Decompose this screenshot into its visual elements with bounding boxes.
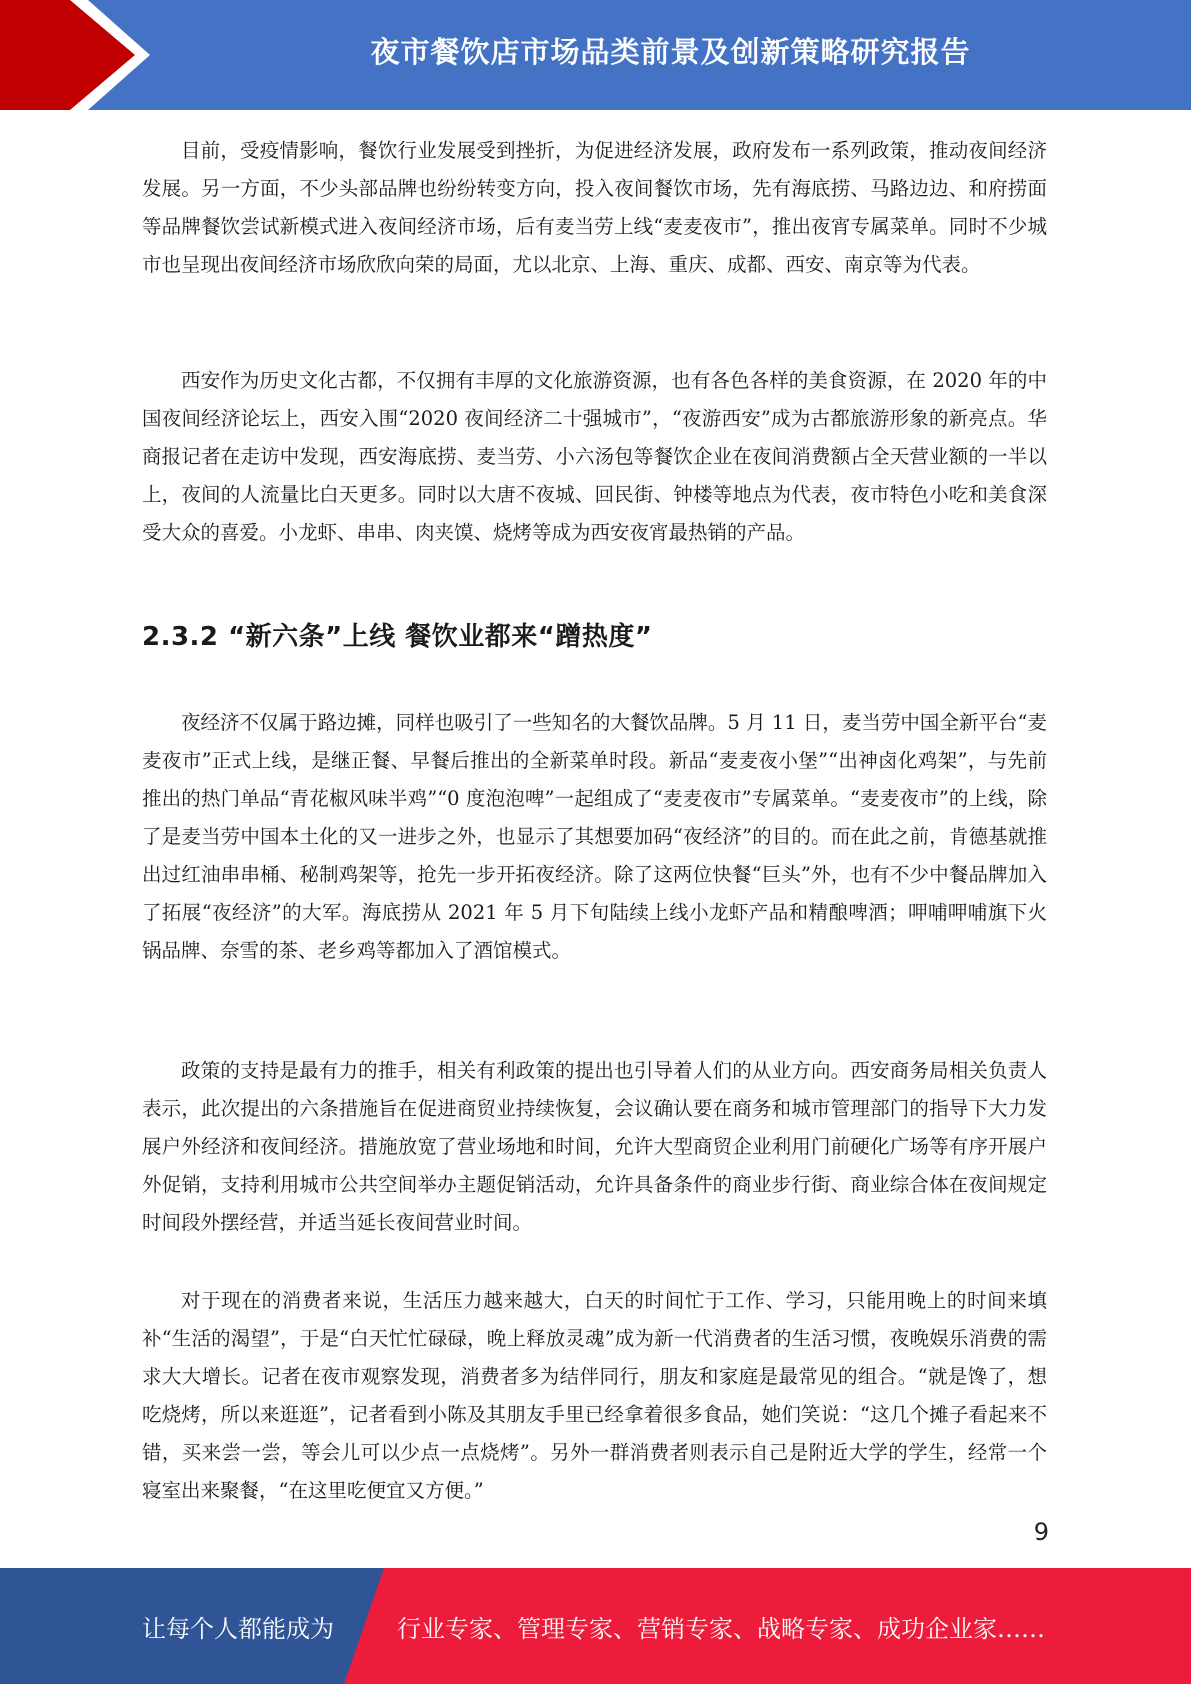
paragraph-3: 夜经济不仅属于路边摊，同样也吸引了一些知名的大餐饮品牌。5 月 11 日，麦当劳中国全新平台“麦麦夜市”正式上线，是继正餐、早餐后推出的全新菜单时段。新品“麦麦夜小堡”“出神卤化鸡架”，与先前推出的热门单品“青花椒风味半鸡”“0 度泡泡啤”一起组成了“麦麦夜市”专属菜单。“麦麦夜市”的上线，除了是麦当劳中国本土化的又一进步之外，也显示了其想要加码“夜经济”的目的。而在此之前，肯德基就推出过红油串串桶、秘制鸡架等，抢先一步开拓夜经济。除了这两位快餐“巨头”外，也有不少中餐品牌加入了拓展“夜经济”的大军。海底捞从 2021 年 5 月下旬陆续上线小龙虾产品和精酿啤酒；呷哺呷哺旗下火锅品牌、奈雪的茶、老乡鸡等都加入了酒馆模式。 (142, 711, 1047, 962)
page-number: 9 (1033, 1518, 1049, 1546)
paragraph-1: 目前，受疫情影响，餐饮行业发展受到挫折，为促进经济发展，政府发布一系列政策，推动夜间经济发展。另一方面，不少头部品牌也纷纷转变方向，投入夜间餐饮市场，先有海底捞、马路边边、和府捞面等品牌餐饮尝试新模式进入夜间经济市场，后有麦当劳上线“麦麦夜市”，推出夜宵专属菜单。同时不少城市也呈现出夜间经济市场欣欣向荣的局面，尤以北京、上海、重庆、成都、西安、南京等为代表。 (142, 139, 1047, 276)
page-footer (0, 1568, 1191, 1684)
section-heading: 2.3.2 “新六条”上线 餐饮业都来“蹭热度” (142, 622, 653, 652)
page-header (0, 0, 1191, 110)
paragraph-5: 对于现在的消费者来说，生活压力越来越大，白天的时间忙于工作、学习，只能用晚上的时间来填补“生活的渴望”，于是“白天忙忙碌碌，晚上释放灵魂”成为新一代消费者的生活习惯，夜晚娱乐消费的需求大大增长。记者在夜市观察发现，消费者多为结伴同行，朋友和家庭是最常见的组合。“就是馋了，想吃烧烤，所以来逛逛”，记者看到小陈及其朋友手里已经拿着很多食品，她们笑说：“这几个摊子看起来不错，买来尝一尝，等会儿可以少点一点烧烤”。另外一群消费者则表示自己是附近大学的学生，经常一个寝室出来聚餐，“在这里吃便宜又方便。” (142, 1289, 1047, 1502)
paragraph-4: 政策的支持是最有力的推手，相关有利政策的提出也引导着人们的从业方向。西安商务局相关负责人表示，此次提出的六条措施旨在促进商贸业持续恢复，会议确认要在商务和城市管理部门的指导下大力发展户外经济和夜间经济。措施放宽了营业场地和时间，允许大型商贸企业利用门前硬化广场等有序开展户外促销，支持利用城市公共空间举办主题促销活动，允许具备条件的商业步行街、商业综合体在夜间规定时间段外摆经营，并适当延长夜间营业时间。 (142, 1059, 1047, 1234)
paragraph-2: 西安作为历史文化古都，不仅拥有丰厚的文化旅游资源，也有各色各样的美食资源，在 2020 年的中国夜间经济论坛上，西安入围“2020 夜间经济二十强城市”，“夜游西安”成为古都旅游形象的新亮点。华商报记者在走访中发现，西安海底捞、麦当劳、小六汤包等餐饮企业在夜间消费额占全天营业额的一半以上，夜间的人流量比白天更多。同时以大唐不夜城、回民街、钟楼等地点为代表，夜市特色小吃和美食深受大众的喜爱。小龙虾、串串、肉夹馍、烧烤等成为西安夜宵最热销的产品。 (142, 369, 1047, 544)
footer-slogan-left: 让每个人都能成为 (142, 1614, 334, 1643)
report-title: 夜市餐饮店市场品类前景及创新策略研究报告 (370, 34, 971, 69)
footer-slogan-right: 行业专家、管理专家、营销专家、战略专家、成功企业家…… (397, 1614, 1045, 1643)
